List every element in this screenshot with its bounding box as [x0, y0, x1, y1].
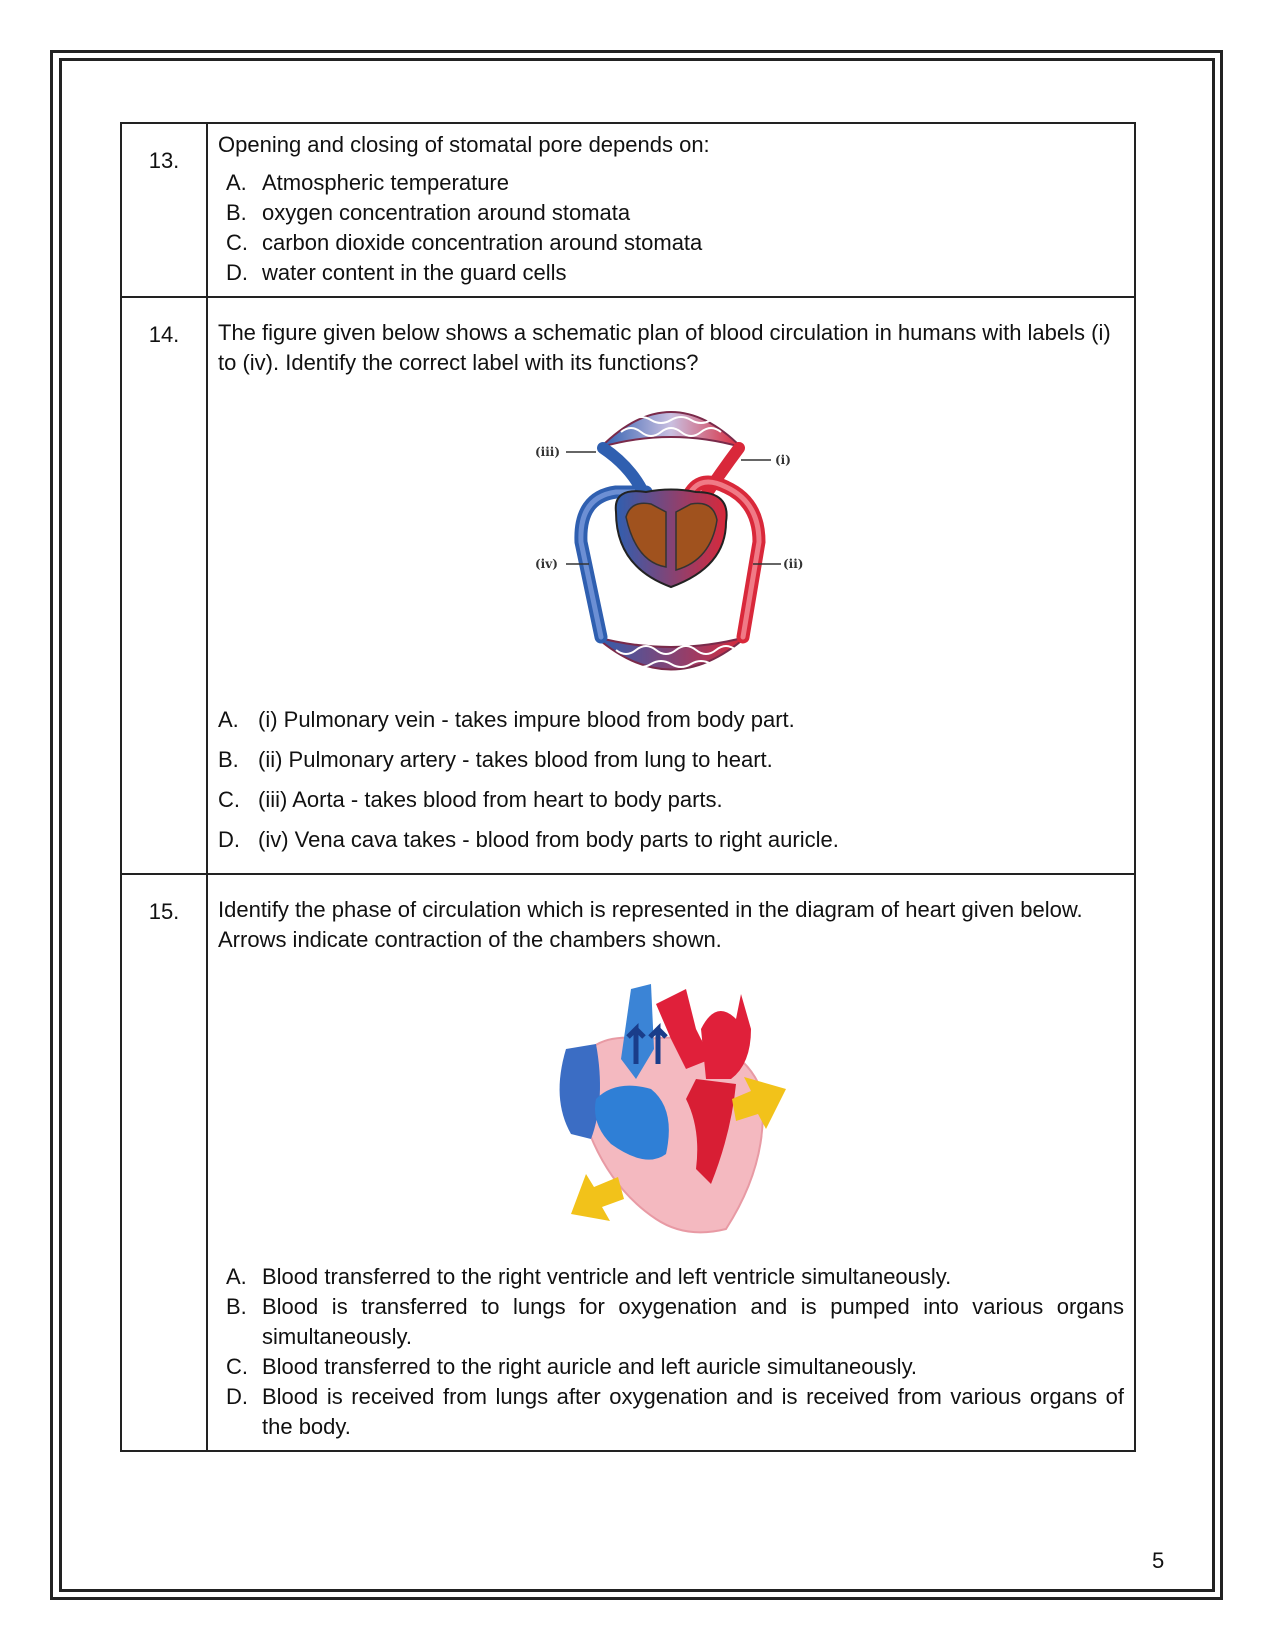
option-text: (iv) Vena cava takes - blood from body parts to right auricle. [258, 827, 839, 852]
option-letter: B. [226, 200, 247, 225]
option-item [218, 168, 1124, 198]
page-number: 5 [1152, 1548, 1165, 1573]
question-body [207, 123, 1135, 297]
lung-capillaries [601, 412, 741, 447]
option-letter: A. [218, 707, 239, 732]
option-text: Blood transferred to the right ventricle and left ventricle simultaneously. [262, 1264, 952, 1289]
option-item [218, 1352, 1124, 1382]
label-iii: (iii) [535, 445, 561, 459]
option-text: Blood transferred to the right auricle and left auricle simultaneously. [262, 1354, 918, 1379]
option-item [218, 705, 1124, 735]
option-letter: B. [218, 747, 239, 772]
option-text: (iii) Aorta - takes blood from heart to body parts. [258, 787, 723, 812]
option-text: oxygen concentration around stomata [262, 200, 631, 225]
option-item [218, 745, 1124, 775]
label-iv: (iv) [535, 557, 558, 571]
question-body [207, 297, 1135, 874]
circulation-diagram [521, 392, 821, 687]
option-letter: B. [226, 1294, 247, 1319]
option-text: water content in the guard cells [262, 260, 567, 285]
option-text: carbon dioxide concentration around stomata [262, 230, 703, 255]
question-number: 13. [121, 123, 207, 297]
option-list [218, 705, 1124, 855]
contraction-arrow-icon [571, 1174, 624, 1221]
option-item [218, 228, 1124, 258]
question-row-15 [121, 874, 1135, 1451]
option-letter: C. [218, 787, 240, 812]
option-letter: D. [218, 827, 240, 852]
option-letter: C. [226, 1354, 248, 1379]
option-item [218, 1262, 1124, 1292]
option-item [218, 198, 1124, 228]
question-body [207, 874, 1135, 1451]
option-letter: D. [226, 260, 248, 285]
option-text: Atmospheric temperature [262, 170, 509, 195]
option-item [218, 258, 1124, 288]
question-stem: Opening and closing of stomatal pore depends on: [218, 132, 710, 157]
question-number: 14. [121, 297, 207, 874]
option-item [218, 1382, 1124, 1442]
option-text: (ii) Pulmonary artery - takes blood from lung to heart. [258, 747, 773, 772]
option-list [218, 1262, 1124, 1442]
option-item [218, 785, 1124, 815]
question-table [120, 122, 1136, 1452]
label-i: (i) [775, 453, 791, 467]
option-item [218, 1292, 1124, 1352]
option-letter: A. [226, 170, 247, 195]
option-item [218, 825, 1124, 855]
question-stem: The figure given below shows a schematic plan of blood circulation in humans with labels (i) to (iv). Identify the correct label with its functions? [218, 320, 1111, 375]
question-number: 15. [121, 874, 207, 1451]
heart-diagram [536, 969, 806, 1244]
question-row-13 [121, 123, 1135, 297]
option-list [218, 168, 1124, 288]
question-stem: Identify the phase of circulation which is represented in the diagram of heart given below. Arrows indicate contraction of the chambers shown. [218, 897, 1083, 952]
option-text: Blood is transferred to lungs for oxygenation and is pumped into various organs simultaneously. [262, 1294, 1124, 1349]
question-row-14 [121, 297, 1135, 874]
option-letter: C. [226, 230, 248, 255]
vena-cava [560, 1044, 600, 1139]
option-letter: A. [226, 1264, 247, 1289]
option-text: (i) Pulmonary vein - takes impure blood from body part. [258, 707, 795, 732]
option-letter: D. [226, 1384, 248, 1409]
option-text: Blood is received from lungs after oxygenation and is received from various organs of the body. [262, 1384, 1124, 1439]
label-ii: (ii) [783, 557, 804, 571]
